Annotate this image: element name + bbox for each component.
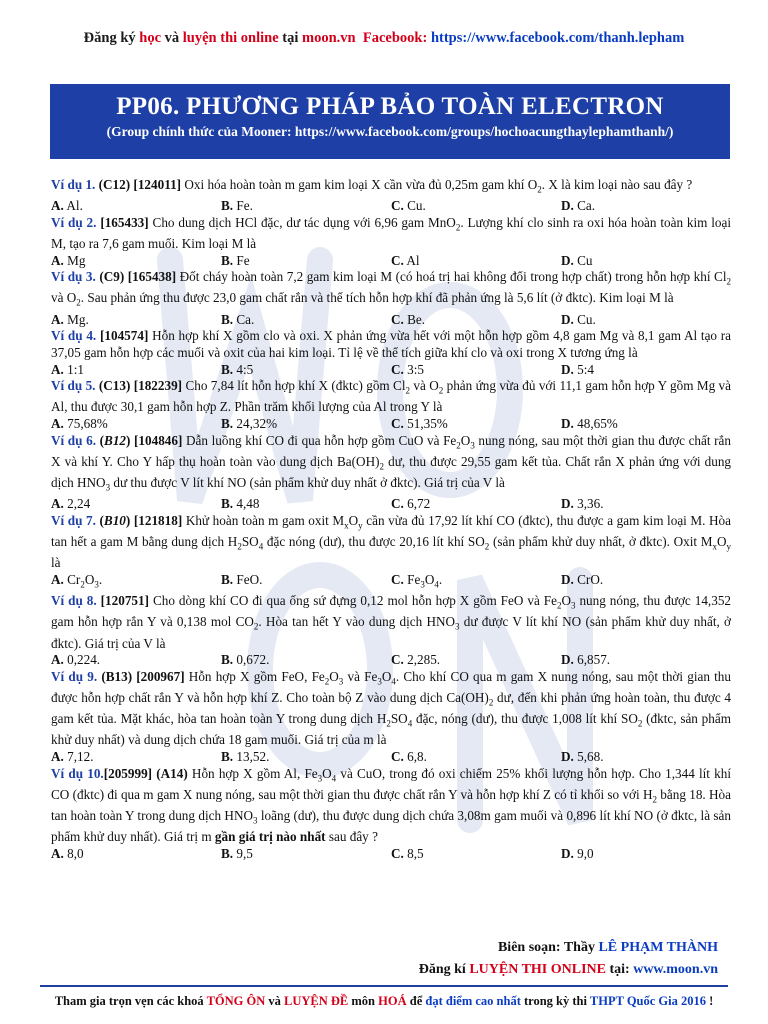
answer-options xyxy=(51,572,731,593)
credit-register-url[interactable]: www.moon.vn xyxy=(633,962,718,977)
footer-divider xyxy=(40,985,728,987)
answer-option[interactable]: B. FeO. xyxy=(221,571,263,587)
footer-text-11: ! xyxy=(706,994,714,1008)
page-title: PP06. PHƯƠNG PHÁP BẢO TOÀN ELECTRON xyxy=(116,93,664,120)
question-text: (B10) [121818] Khử hoàn toàn m gam oxit $M_xO_y$ cần vừa đủ 17,92 lít khí CO (đktc), thu được a gam kim loại M. Hòa tan hết a gam M bằng dung dịch $H_2SO_4$ đặc nóng (dư), thu được 20,16 lít khí $SO_2$ (sản phẩm khử duy nhất, ở đktc). Oxit $M_xO_y$ là xyxy=(51,512,731,571)
answer-option[interactable]: D. Cu. xyxy=(561,311,596,327)
answer-option[interactable]: A. Al. xyxy=(51,198,83,214)
answer-option[interactable]: D. 6,857. xyxy=(561,652,611,668)
title-banner xyxy=(50,84,730,159)
question-label: Ví dụ 9. xyxy=(51,668,98,684)
question-item xyxy=(51,328,731,378)
answer-option[interactable]: B. 4,48 xyxy=(221,496,260,512)
answer-option[interactable]: C. 6,8. xyxy=(391,749,427,765)
question-text: (C12) [124011] Oxi hóa hoàn toàn m gam kim loại X cần vừa đủ 0,25m gam khí $O_2$. X là kim loại nào sau đây ? xyxy=(98,177,693,195)
answer-option[interactable]: A. Mg xyxy=(51,252,86,268)
header-moon-link[interactable]: moon.vn xyxy=(302,30,356,46)
header-text-1: Đăng ký xyxy=(83,30,140,46)
answer-option[interactable]: B. 9,5 xyxy=(221,845,253,861)
credit-register-prefix: Đăng kí xyxy=(418,962,470,977)
credit-author-name: LÊ PHẠM THÀNH xyxy=(598,940,718,955)
answer-option[interactable]: D. 5,68. xyxy=(561,749,604,765)
footer-banner xyxy=(0,994,768,1009)
credit-register-course[interactable]: LUYỆN THI ONLINE xyxy=(469,962,606,977)
question-text: (B12) [104846] Dẫn luồng khí CO đi qua hỗn hợp gồm CuO và $Fe_2O_3$ nung nóng, sau một thời gian thu được chất rắn X và khí Y. Cho Y hấp thụ hoàn toàn vào dung dịch $Ba(OH)_2$ dư, thu được 29,55 gam kết tủa. Chất rắn X phản ứng với dung dịch $HNO_3$ dư thu được V lít khí NO (sản phẩm khử duy nhất ở đktc). Giá trị của V là xyxy=(51,432,732,493)
header-text-3: tại xyxy=(278,30,303,46)
answer-option[interactable]: A. 8,0 xyxy=(51,845,84,861)
footer-text-5: môn xyxy=(348,994,379,1008)
answer-option[interactable]: D. CrO. xyxy=(561,571,604,587)
answer-option[interactable]: D. 48,65% xyxy=(561,415,618,431)
question-item xyxy=(51,378,731,432)
header-text-2: và xyxy=(161,30,183,46)
question-text: (B13) [200967] Hỗn hợp X gồm FeO, $Fe_2O_3$ và $Fe_3O_4$. Cho khí CO qua m gam X nung nóng, sau một thời gian thu được hỗn hợp chất rắn Y và hỗn hợp khí Z. Cho toàn bộ Z vào dung dịch $Ca(OH)_2$ dư, đến khi phản ứng hoàn toàn, thu được 4 gam kết tủa. Mặt khác, hòa tan hoàn toàn Y trong dung dịch $H_2SO_4$ đặc, nóng (dư), thu được 1,008 lít khí $SO_2$ (đktc, sản phẩm khử duy nhất) và dung dịch chứa 18 gam muối. Giá trị của m là xyxy=(51,668,731,748)
answer-options xyxy=(51,652,731,669)
question-text: [104574] Hỗn hợp khí X gồm clo và oxi. X phản ứng vừa hết với một hỗn hợp gồm 4,8 gam Mg và 8,1 gam Al tạo ra 37,05 gam hỗn hợp các muối và oxit của hai kim loại. Tỉ lệ về thể tích giữa khí clo và oxi trong X tương ứng là xyxy=(51,328,732,360)
credit-line-register xyxy=(419,959,718,981)
credit-author-prefix: Biên soạn: Thầy xyxy=(497,940,599,955)
answer-option[interactable]: B. 13,52. xyxy=(221,749,270,765)
answer-options xyxy=(51,496,731,513)
answer-option[interactable]: A. $Cr_2O_3$. xyxy=(51,571,103,590)
footer-text-7: để xyxy=(406,994,426,1008)
answer-option[interactable]: B. Fe. xyxy=(221,198,253,214)
answer-option[interactable]: C. Be. xyxy=(391,311,426,327)
footer-text-9: trong kỳ thi xyxy=(520,994,590,1008)
answer-option[interactable]: B. Fe xyxy=(221,252,250,268)
question-item xyxy=(51,177,731,215)
answer-option[interactable]: B. 24,32% xyxy=(221,415,278,431)
footer-hoa: HOÁ xyxy=(378,994,407,1008)
answer-option[interactable]: C. 2,285. xyxy=(391,652,441,668)
question-item xyxy=(51,269,731,328)
answer-option[interactable]: A. 2,24 xyxy=(51,496,91,512)
question-label: Ví dụ 1. xyxy=(51,177,96,192)
answer-option[interactable]: D. 5:4 xyxy=(561,361,594,377)
answer-options xyxy=(51,198,731,215)
question-text: [205999] (A14) Hỗn hợp X gồm Al, $Fe_3O_4$ và CuO, trong đó oxi chiếm 25% khối lượng hỗn hợp. Cho 1,344 lít khí CO (đktc) đi qua m gam X nung nóng, sau một thời gian thu được chất rắn Y và hỗn hợp khí Z có tỉ khối so với $H_2$ bằng 18. Hòa tan hoàn toàn Y trong dung dịch $HNO_3$ loãng (dư), thu được dung dịch chứa 3,08m gam muối và 0,896 lít khí NO (ở đktc, là sản phẩm khử duy nhất). Giá trị m gần giá trị nào nhất sau đây ? xyxy=(51,765,731,845)
answer-options xyxy=(51,312,731,329)
header-facebook-label: Facebook: xyxy=(362,30,428,46)
footer-exam: THPT Quốc Gia 2016 xyxy=(589,994,706,1008)
answer-option[interactable]: A. Mg. xyxy=(51,311,89,327)
question-list xyxy=(51,177,731,863)
footer-luyen-de: LUYỆN ĐỀ xyxy=(284,994,349,1008)
answer-option[interactable]: A. 75,68% xyxy=(51,415,108,431)
answer-options xyxy=(51,362,731,379)
question-item xyxy=(51,593,731,669)
answer-option[interactable]: B. 0,672. xyxy=(221,652,270,668)
answer-option[interactable]: B. 4:5 xyxy=(221,361,254,377)
question-label: Ví dụ 8. xyxy=(51,593,97,609)
question-text: [120751] Cho dòng khí CO đi qua ống sứ đựng 0,12 mol hỗn hợp X gồm FeO và $Fe_2O_3$ nung nóng, thu được 14,352 gam hỗn hợp rắn Y và 0,138 mol $CO_2$. Hòa tan hết Y vào dung dịch $HNO_3$ dư được V lít khí NO (sản phẩm khử duy nhất, ở đktc). Giá trị của V là xyxy=(51,593,732,651)
page-subtitle: (Group chính thức của Mooner: https://www.facebook.com/groups/hochoacungthaylephamthanh/) xyxy=(106,124,674,139)
answer-options xyxy=(51,749,731,766)
question-item xyxy=(51,669,731,766)
question-label: Ví dụ 10. xyxy=(51,765,104,781)
answer-option[interactable]: D. Ca. xyxy=(561,198,596,214)
answer-option[interactable]: D. Cu xyxy=(561,252,593,268)
answer-option[interactable]: C. Al xyxy=(391,252,420,268)
answer-options xyxy=(51,846,731,863)
answer-option[interactable]: C. $Fe_3O_4$. xyxy=(391,571,443,590)
header-hoc: học xyxy=(139,30,162,46)
footer-text-3: và xyxy=(265,994,285,1008)
answer-options xyxy=(51,416,731,433)
question-label: Ví dụ 2. xyxy=(51,214,97,230)
question-label: Ví dụ 4. xyxy=(51,328,97,344)
question-label: Ví dụ 6. xyxy=(51,432,96,448)
answer-option[interactable]: C. 3:5 xyxy=(391,361,424,377)
header-facebook-link[interactable]: https://www.facebook.com/thanh.lepham xyxy=(430,30,685,46)
question-text: (C9) [165438] Đốt cháy hoàn toàn 7,2 gam kim loại M (có hoá trị hai không đổi trong hợp chất) trong hỗn hợp khí $Cl_2$ và $O_2$. Sau phản ứng thu được 23,0 gam chất rắn và thể tích hỗn hợp khí đã phản ứng là 5,6 lít (ở đktc). Kim loại M là xyxy=(51,269,731,309)
question-label: Ví dụ 3. xyxy=(51,269,96,285)
question-item xyxy=(51,513,731,593)
question-label: Ví dụ 5. xyxy=(51,378,96,394)
question-text: (C13) [182239] Cho 7,84 lít hỗn hợp khí X (đktc) gồm $Cl_2$ và $O_2$ phản ứng vừa đủ với 11,1 gam hỗn hợp Y gồm Mg và Al, thu được 30,1 gam hỗn hợp Z. Phần trăm khối lượng của Al trong Y là xyxy=(51,378,732,415)
question-item xyxy=(51,215,731,269)
credit-register-mid: tại: xyxy=(605,962,634,977)
question-item xyxy=(51,766,731,863)
footer-highlight: đạt điểm cao nhất xyxy=(425,994,521,1008)
answer-option[interactable]: A. 1:1 xyxy=(51,361,84,377)
answer-option[interactable]: C. 8,5 xyxy=(391,845,424,861)
question-item xyxy=(51,433,731,513)
header-luyen-thi-link[interactable]: luyện thi online xyxy=(182,30,279,46)
answer-option[interactable]: C. 51,35% xyxy=(391,415,448,431)
question-label: Ví dụ 7. xyxy=(51,512,96,528)
footer-tong-on: TỔNG ÔN xyxy=(206,994,266,1008)
answer-option[interactable]: D. 3,36. xyxy=(561,496,604,512)
question-text: [165433] Cho dung dịch HCl đặc, dư tác dụng với 6,96 gam MnO$_2$. Lượng khí clo sinh ra oxi hóa hoàn toàn kim loại M, tạo ra 7,6 gam muối. Kim loại M là xyxy=(51,214,732,252)
footer-text-1: Tham gia trọn vẹn các khoá xyxy=(54,994,207,1008)
answer-option[interactable]: B. Ca. xyxy=(221,311,255,327)
answer-option[interactable]: A. 7,12. xyxy=(51,749,94,765)
answer-option[interactable]: D. 9,0 xyxy=(561,845,594,861)
credit-line-author xyxy=(419,937,718,959)
answer-option[interactable]: C. Cu. xyxy=(391,198,426,214)
answer-option[interactable]: A. 0,224. xyxy=(51,652,101,668)
header-bar xyxy=(0,30,768,47)
author-credit xyxy=(419,937,718,981)
answer-option[interactable]: C. 6,72 xyxy=(391,496,431,512)
answer-options xyxy=(51,253,731,270)
